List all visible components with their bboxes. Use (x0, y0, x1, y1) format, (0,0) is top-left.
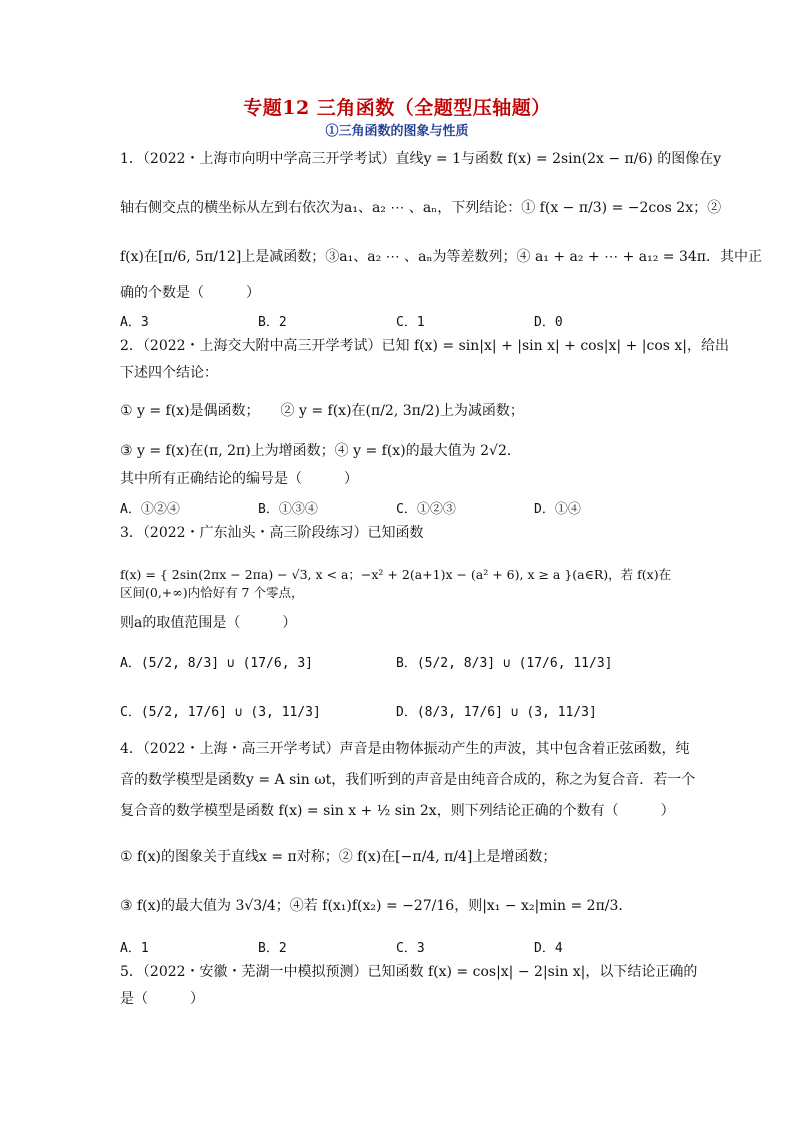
q3-option-a: A．(5/2, 8/3] ∪ (17/6, 3] (120, 656, 314, 671)
q4-line-1: 4．（2022・上海・高三开学考试）声音是由物体振动产生的声波，其中包含着正弦函数，纯 (120, 741, 690, 757)
q3-option-c: C．(5/2, 17/6] ∪ (3, 11/3] (120, 705, 321, 720)
q4-option-c: C．3 (396, 941, 425, 956)
q3-option-d: D．(8/3, 17/6] ∪ (3, 11/3] (396, 705, 597, 720)
q2-line-3: ① y = f(x)是偶函数； ② y = f(x)在(π/2, 3π/2)上为减函数； (120, 403, 524, 419)
q3-line-3: 则a的取值范围是（ ） (120, 615, 297, 631)
q2-option-c: C．①②③ (396, 502, 456, 517)
q4-line-5: ③ f(x)的最大值为 3√3/4；④若 f(x₁)f(x₂) = −27/16，则|x₁ − x₂|min = 2π/3． (120, 898, 633, 914)
q2-line-5: 其中所有正确结论的编号是（ ） (120, 471, 358, 487)
q3-option-b: B．(5/2, 8/3] ∪ (17/6, 11/3] (396, 656, 613, 671)
section-subtitle: ①三角函数的图象与性质 (325, 124, 469, 139)
q5-line-1: 5．（2022・安徽・芜湖一中模拟预测）已知函数 f(x) = cos|x| − 2|sin x|，以下结论正确的 (120, 964, 698, 980)
q1-option-c: C．1 (396, 315, 425, 330)
q1-line-1: 1．（2022・上海市向明中学高三开学考试）直线y = 1与函数 f(x) = 2sin(2x − π/6) 的图像在y (120, 151, 722, 167)
page-title: 专题12 三角函数（全题型压轴题） (243, 97, 551, 119)
q1-line-3: f(x)在[π/6, 5π/12]上是减函数；③a₁、a₂ ⋯ 、aₙ为等差数列；④ a₁ + a₂ + ⋯ + a₁₂ = 34π．其中正 (120, 249, 762, 265)
q4-line-3: 复合音的数学模型是函数 f(x) = sin x + ½ sin 2x，则下列结论正确的个数有（ ） (120, 803, 675, 819)
q4-line-4: ① f(x)的图象关于直线x = π对称；② f(x)在[−π/4, π/4]上是增函数； (120, 849, 557, 865)
q2-option-d: D．①④ (534, 502, 581, 517)
q3-line-1: 3．（2022・广东汕头・高三阶段练习）已知函数 (120, 525, 424, 541)
q1-line-2: 轴右侧交点的横坐标从左到右依次为a₁、a₂ ⋯ 、aₙ，下列结论：① f(x − π/3) = −2cos 2x；② (120, 200, 722, 216)
q1-option-a: A．3 (120, 315, 149, 330)
q1-option-b: B．2 (258, 315, 287, 330)
q1-option-d: D．0 (534, 315, 563, 330)
q5-line-2: 是（ ） (120, 991, 204, 1007)
q2-option-a: A．①②④ (120, 502, 180, 517)
q4-option-d: D．4 (534, 941, 563, 956)
q2-line-2: 下述四个结论： (120, 365, 218, 381)
q1-line-4: 确的个数是（ ） (120, 285, 260, 301)
q2-option-b: B．①③④ (258, 502, 318, 517)
q4-option-a: A．1 (120, 941, 149, 956)
q3-line-2: f(x) = { 2sin(2πx − 2πa) − √3, x < a；−x² + 2(a+1)x − (a² + 6), x ≥ a }(a∈R)，若 f(x)在区间(0,+∞)内恰好有 7 个零点， (120, 567, 672, 600)
q4-option-b: B．2 (258, 941, 287, 956)
q2-line-1: 2．（2022・上海交大附中高三开学考试）已知 f(x) = sin|x| + |sin x| + cos|x| + |cos x|，给出 (120, 338, 729, 354)
q4-line-2: 音的数学模型是函数y = A sin ωt，我们听到的声音是由纯音合成的，称之为复合音．若一个 (120, 772, 696, 788)
q2-line-4: ③ y = f(x)在(π, 2π)上为增函数；④ y = f(x)的最大值为 2√2． (120, 443, 521, 459)
